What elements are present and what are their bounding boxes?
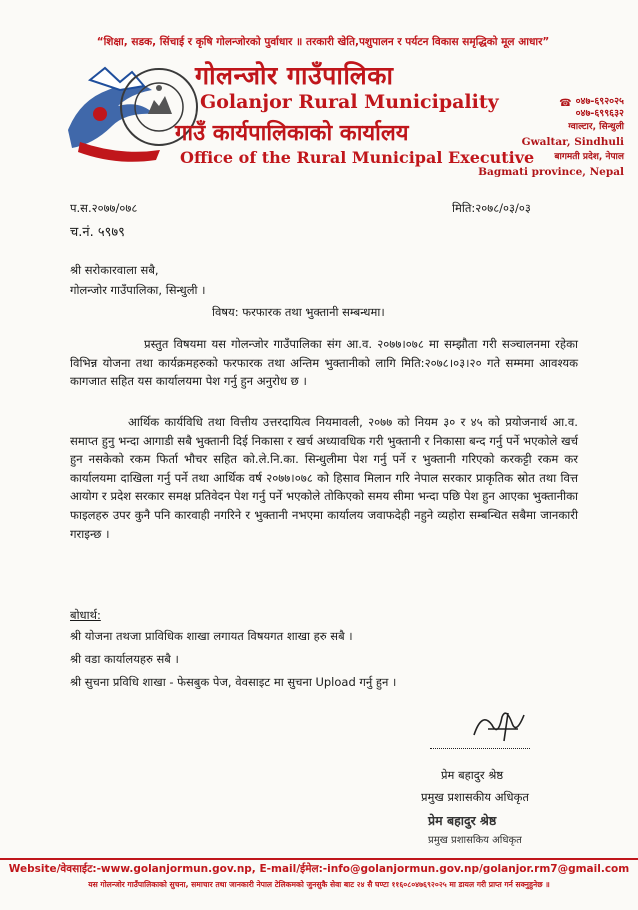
recipient-line-2: गोलन्जोर गाउँपालिका, सिन्धुली ।: [70, 283, 206, 297]
signature-line: [430, 748, 530, 749]
address-english: Gwaltar, Sindhuli: [521, 136, 624, 148]
footer-contact: Website/वेवसाईट:-www.golanjormun.gov.np, E-mail/ईमेल:-info@golanjormun.gov.np/golanjor.rm7@gmail.com: [8, 863, 630, 875]
letter-date: मिति:२०७८/०३/०३: [452, 201, 531, 215]
cc-item: श्री योजना तथजा प्राविधिक शाखा लगायत विषयगत शाखा हरु सबै ।: [70, 629, 353, 643]
cc-item: श्री सुचना प्रविधि शाखा - फेसबुक पेज, वेवसाइट मा सुचना Upload गर्नु हुन ।: [70, 675, 397, 689]
body-paragraph-1: प्रस्तुत विषयमा यस गोलन्जोर गाउँपालिका संग आ.व. २०७७।०७८ मा सम्झौता गरी सञ्चालनमा रहेका विभिन्न योजना तथा कार्यक्रमहरुको फरफारक तथा अन्तिम भुक्तानीको लागि मिति:२०७८।०३।२० गते सम्ममा आवश्यक कागजात सहित यस कार्यालयमा पेश गर्नु हुन अनुरोध छ ।: [70, 337, 578, 389]
header-slogan: “शिक्षा, सडक, सिंचाई र कृषि गोलन्जोरको पुर्वाधार ॥ तरकारी खेति,पशुपालन र पर्यटन विकास समृद्धिको मूल आधार”: [96, 36, 550, 48]
office-name-nepali: गाउँ कार्यपालिकाको कार्यालय: [175, 121, 409, 146]
address-nepali: ग्वाल्टार, सिन्धुली: [568, 122, 624, 132]
cc-item: श्री वडा कार्यालयहरु सबै ।: [70, 652, 179, 666]
phone-number-1: ०४७-६९२०२५: [575, 96, 624, 107]
footer-divider: [0, 858, 638, 860]
cc-heading: बोधार्थ:: [70, 608, 101, 622]
stamp-title: प्रमुख प्रशासकिय अधिकृत: [428, 835, 522, 846]
province-nepali: बागमती प्रदेश, नेपाल: [554, 152, 624, 162]
province-english: Bagmati province, Nepal: [478, 166, 624, 178]
signer-title: प्रमुख प्रशासकीय अधिकृत: [421, 790, 529, 804]
signature-icon: [468, 705, 532, 747]
dispatch-number: च.नं. ५९७९: [70, 225, 125, 240]
contact-block: [478, 96, 624, 180]
reference-number: प.स.२०७७/०७८: [70, 201, 138, 215]
phone-block: [478, 96, 624, 120]
letter-subject: विषय: फरफारक तथा भुक्तानी सम्बन्धमा।: [212, 305, 385, 319]
phone-icon: ☎: [559, 98, 572, 109]
stamp-name: प्रेम बहादुर श्रेष्ठ: [428, 813, 497, 828]
recipient-line-1: श्री सरोकारवाला सबै,: [70, 263, 159, 277]
office-name-english: Office of the Rural Municipal Executive: [180, 148, 535, 167]
municipality-name-english: Golanjor Rural Municipality: [200, 91, 499, 113]
municipality-name-nepali: गोलन्जोर गाउँपालिका: [195, 61, 394, 90]
footer-notice: यस गोलन्जोर गाउँपालिकाको सुचना, समाचार तथा जानकारी नेपाल टेलिकमको जुनसुकै सेवा बाट २४ सै घण्टा ११६०८०४७६९२०२५ मा डायल गरी प्राप्त गर्न सक्नुहुनेछ ॥: [88, 880, 550, 889]
phone-number-2: ०४७-६९९६३२: [575, 108, 624, 119]
body-paragraph-2: आर्थिक कार्यविधि तथा वित्तीय उत्तरदायित्व नियमावली, २०७७ को नियम ३० र ४५ को प्रयोजनार्थ आ.व. समाप्त हुनु भन्दा आगाडी सबै भुक्तानी दिई निकासा र खर्च अध्यावधिक गरी भुक्तानी र निकासा बन्द गर्नु पर्ने भएकोले खर्च हुन नसकेको रकम फिर्ता भौचर सहित को.ले.नि.का. सिन्धुलीमा पेश गर्नु पर्ने र भुक्तानी गरिएको करकट्टी रकम कर कार्यालयमा दाखिला गर्नु पर्ने तथा आर्थिक वर्ष २०७७।०७८ को हिसाव मिलान गरि नेपाल सरकार प्राकृतिक स्रोत तथा वित्त आयोग र प्रदेश सरकार समक्ष प्रतिवेदन पेश गर्नु पर्ने भएकोले तोकिएको समय सीमा भन्दा पछि पेश हुन आएका भुक्तानीका फाइलहरु उपर कुनै पनि कारवाही नगरिने र भुक्तानी नभएमा कार्यालय जवाफदेही नहुने व्यहोरा सम्बन्धित सबैमा जानकारी गराइन्छ ।: [70, 415, 578, 541]
signer-name: प्रेम बहादुर श्रेष्ठ: [441, 768, 504, 782]
